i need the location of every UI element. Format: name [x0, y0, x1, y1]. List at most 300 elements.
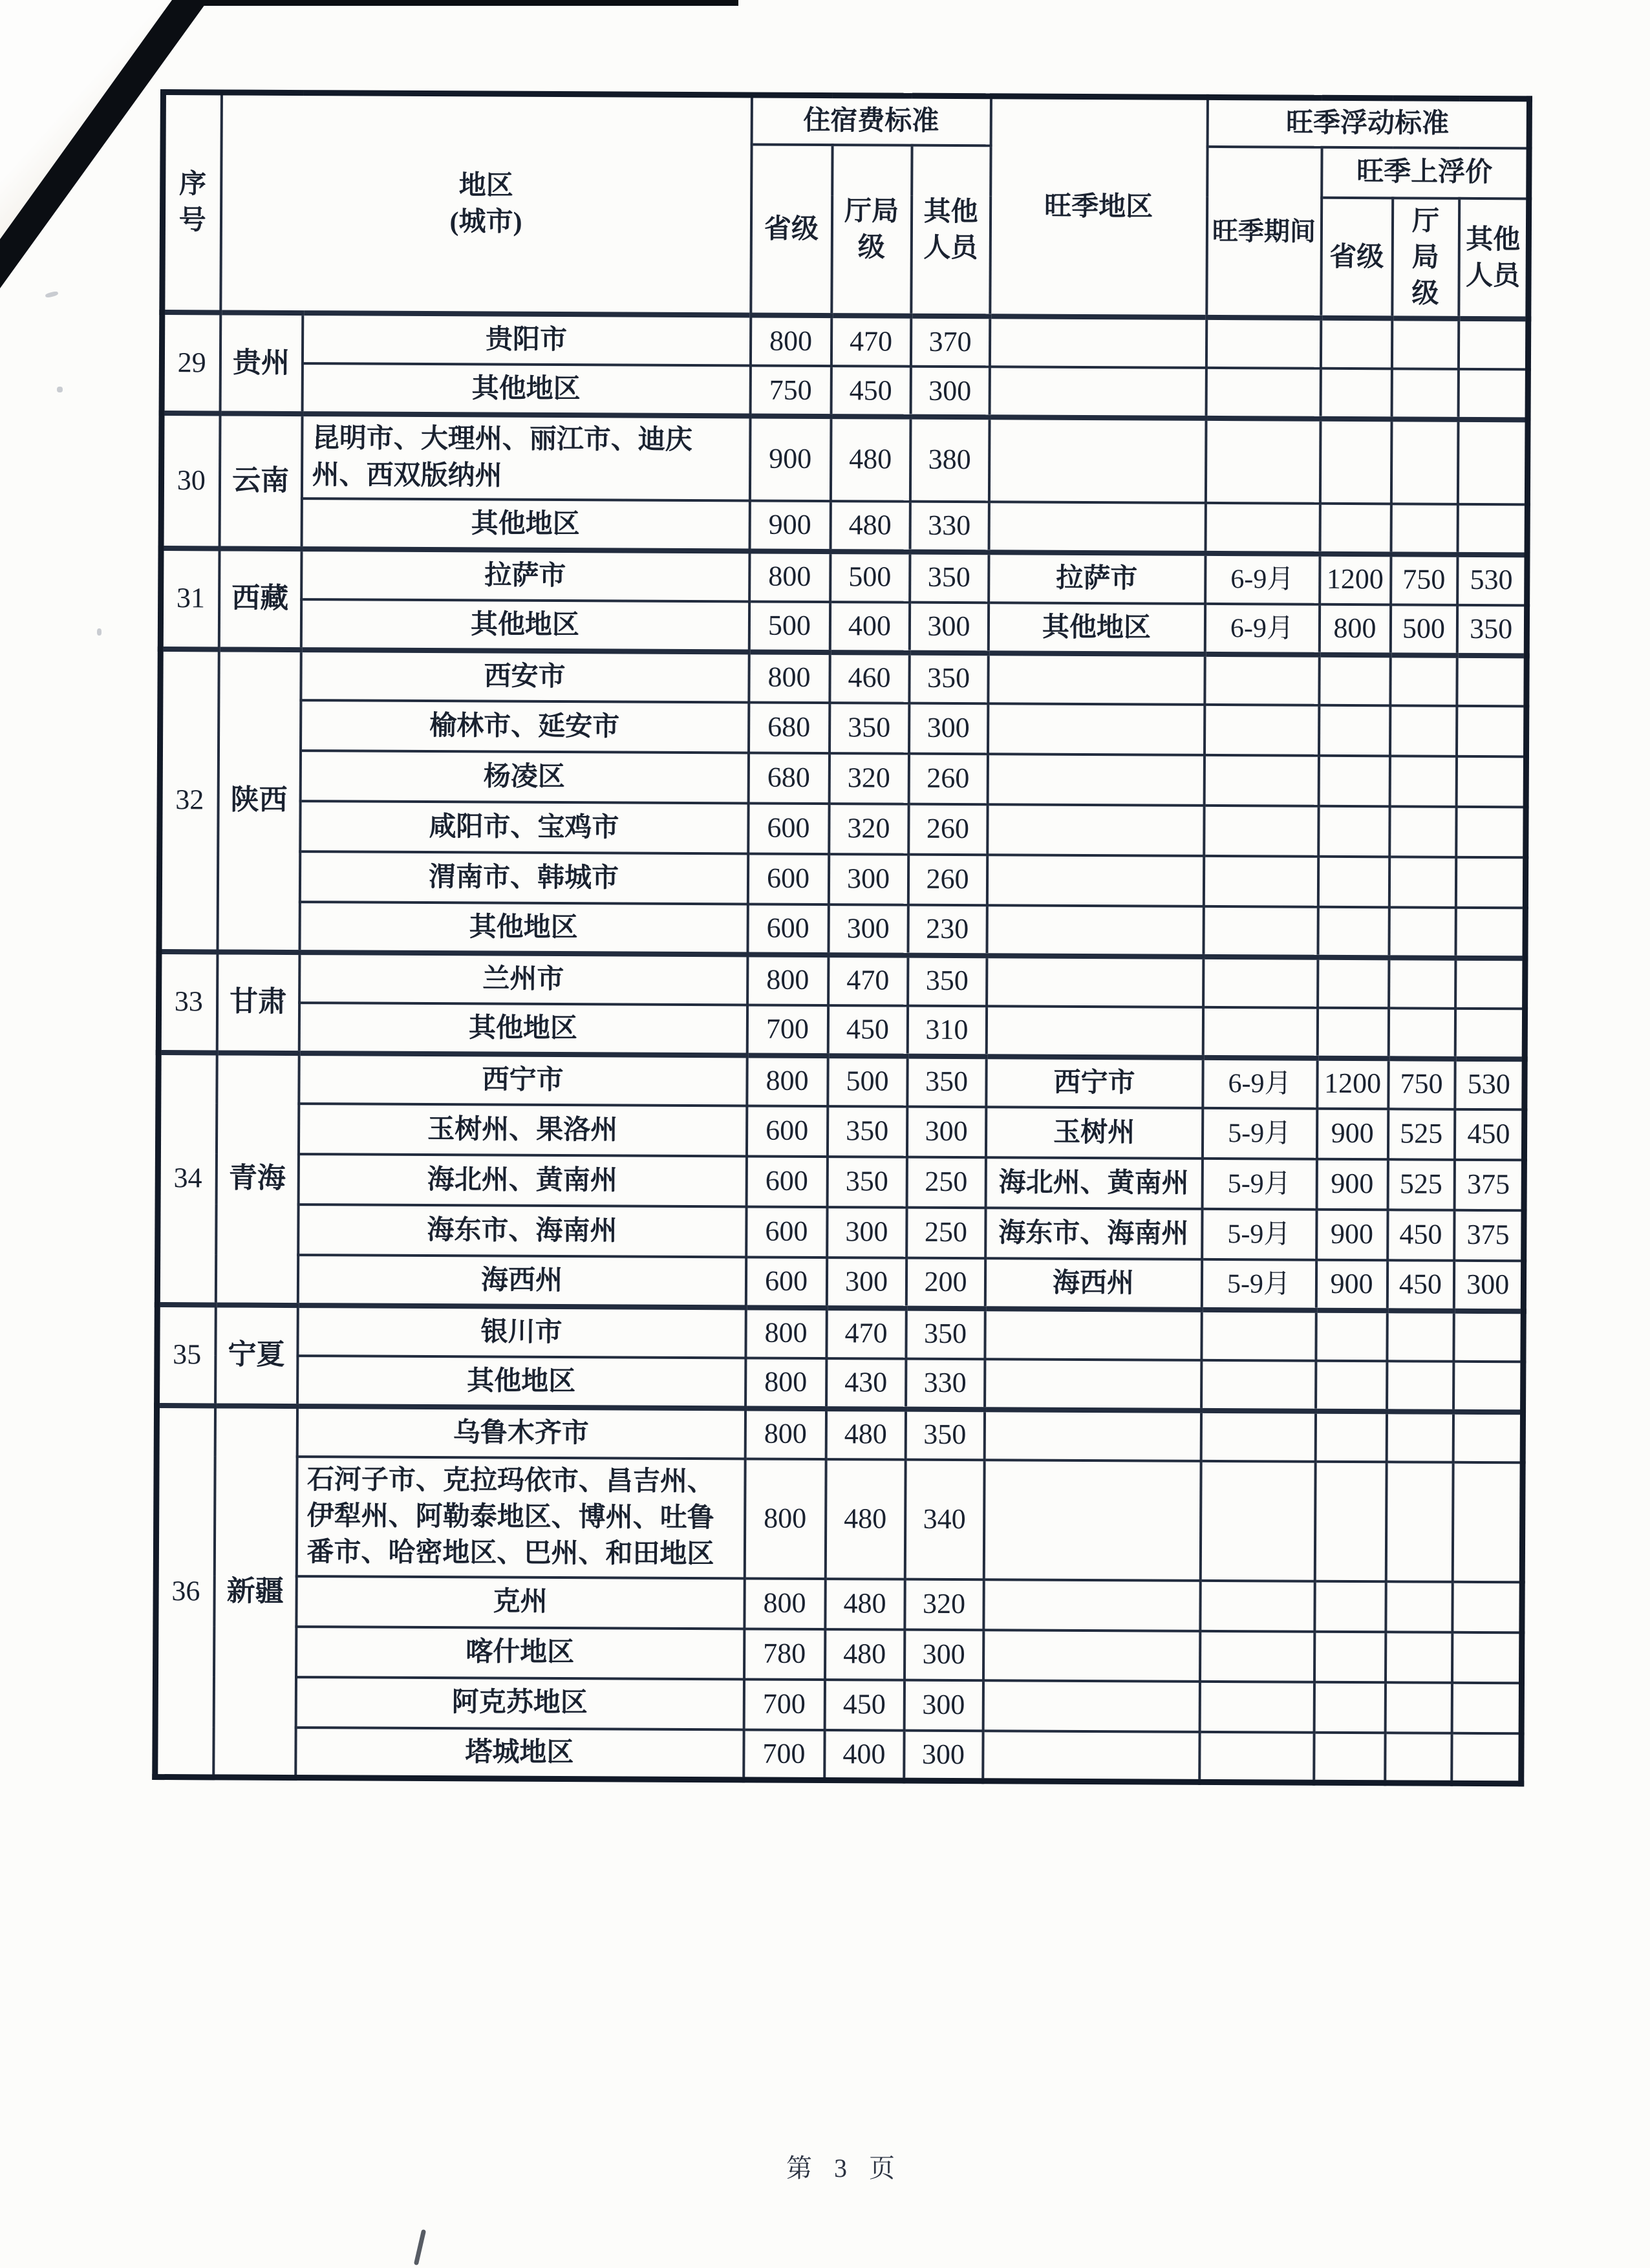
city-cell: 其他地区 — [301, 599, 749, 652]
peak-period-cell: 6-9月 — [1203, 1058, 1317, 1109]
peak-rate-cell — [1457, 504, 1527, 555]
fee-table-body — [155, 312, 1528, 1784]
table-row — [158, 1153, 1524, 1210]
peak-period-cell — [1206, 317, 1320, 369]
peak-rate-cell: 900 — [1316, 1210, 1388, 1261]
lodging-rate-cell: 250 — [906, 1157, 985, 1208]
peak-region-cell — [983, 1630, 1200, 1682]
peak-rate-cell: 500 — [1390, 604, 1457, 656]
peak-rate-cell: 900 — [1316, 1260, 1387, 1311]
peak-rate-cell — [1320, 504, 1391, 555]
peak-region-cell — [985, 1359, 1201, 1411]
peak-rate-cell — [1320, 318, 1391, 369]
table-row — [160, 599, 1527, 656]
lodging-rate-cell: 500 — [830, 551, 910, 603]
lodging-rate-cell: 480 — [825, 1579, 905, 1630]
city-cell: 喀什地区 — [296, 1627, 744, 1679]
peak-region-cell — [987, 905, 1203, 957]
peak-rate-cell — [1318, 857, 1389, 908]
lodging-rate-cell: 260 — [908, 804, 987, 855]
peak-region-cell — [989, 317, 1206, 369]
peak-period-cell — [1205, 705, 1319, 756]
lodging-rate-cell: 470 — [831, 316, 910, 367]
city-cell: 昆明市、大理州、丽江市、迪庆州、西双版纳州 — [301, 414, 750, 500]
table-row — [158, 1053, 1525, 1109]
table-row — [158, 1002, 1525, 1059]
peak-rate-cell — [1389, 705, 1456, 756]
peak-region-cell — [987, 804, 1204, 856]
peak-region-cell — [983, 1731, 1199, 1782]
peak-region-cell — [985, 1309, 1201, 1360]
lodging-rate-cell: 600 — [747, 853, 828, 904]
peak-region-cell — [989, 502, 1205, 553]
lodging-rate-cell: 800 — [747, 954, 828, 1005]
peak-period-cell — [1203, 856, 1318, 907]
lodging-rate-cell: 600 — [746, 1156, 827, 1207]
peak-period-cell — [1199, 1682, 1314, 1733]
header-region-line1: 地区 — [458, 171, 513, 201]
lodging-rate-cell: 480 — [830, 501, 910, 552]
peak-rate-cell — [1457, 420, 1528, 504]
lodging-rate-cell: 200 — [906, 1257, 985, 1309]
city-cell: 贵阳市 — [302, 313, 750, 365]
peak-rate-cell — [1390, 655, 1457, 706]
peak-rate-cell — [1386, 1411, 1453, 1462]
lodging-rate-cell: 680 — [748, 753, 829, 804]
lodging-rate-cell: 300 — [827, 1207, 906, 1258]
lodging-rate-cell: 400 — [830, 602, 909, 653]
peak-period-cell — [1204, 755, 1318, 806]
table-row — [156, 1406, 1523, 1462]
peak-region-cell — [987, 754, 1204, 806]
peak-rate-cell — [1453, 1412, 1523, 1463]
lodging-rate-cell: 800 — [750, 316, 831, 367]
peak-rate-cell — [1387, 1361, 1453, 1412]
lodging-rate-cell: 780 — [744, 1629, 825, 1680]
peak-region-cell — [989, 418, 1206, 503]
peak-rate-cell — [1389, 907, 1455, 958]
lodging-rate-cell: 350 — [909, 652, 988, 703]
peak-rate-cell: 375 — [1454, 1210, 1524, 1261]
lodging-rate-cell: 480 — [826, 1409, 905, 1460]
table-row — [156, 1576, 1522, 1632]
city-cell: 海东市、海南州 — [298, 1204, 746, 1257]
lodging-rate-cell: 300 — [909, 703, 988, 754]
peak-rate-cell — [1314, 1631, 1385, 1682]
peak-rate-cell: 1200 — [1317, 1058, 1388, 1109]
header-level-bureau: 厅局级 — [831, 145, 912, 316]
lodging-rate-cell: 800 — [744, 1459, 826, 1578]
peak-rate-cell — [1456, 807, 1526, 858]
peak-period-cell: 5-9月 — [1202, 1209, 1316, 1260]
row-group-number: 35 — [157, 1305, 216, 1406]
peak-region-cell — [988, 703, 1205, 755]
peak-rate-cell: 800 — [1319, 604, 1390, 656]
province-cell: 贵州 — [220, 313, 303, 414]
city-cell: 阿克苏地区 — [295, 1677, 744, 1729]
peak-period-cell: 6-9月 — [1205, 604, 1319, 655]
table-row — [160, 750, 1526, 807]
city-cell: 西安市 — [301, 650, 749, 702]
table-row — [161, 413, 1528, 504]
lodging-rate-cell: 450 — [831, 366, 910, 417]
city-cell: 咸阳市、宝鸡市 — [300, 801, 748, 853]
city-cell: 其他地区 — [299, 902, 747, 954]
lodging-rate-cell: 370 — [910, 316, 989, 367]
peak-rate-cell — [1452, 1682, 1521, 1733]
peak-rate-cell — [1319, 655, 1390, 706]
peak-rate-cell — [1452, 1733, 1521, 1784]
peak-rate-cell — [1386, 1462, 1453, 1581]
peak-rate-cell — [1318, 806, 1389, 857]
peak-region-cell: 玉树州 — [985, 1107, 1202, 1159]
lodging-rate-cell: 260 — [908, 753, 987, 804]
peak-rate-cell — [1388, 1008, 1455, 1059]
header-row-1 — [163, 92, 1529, 148]
peak-rate-cell — [1389, 957, 1455, 1009]
city-cell: 玉树州、果洛州 — [298, 1104, 746, 1156]
city-cell: 渭南市、韩城市 — [299, 851, 747, 904]
peak-rate-cell — [1320, 419, 1391, 504]
lodging-rate-cell: 350 — [906, 1308, 985, 1359]
peak-period-cell — [1205, 654, 1319, 705]
row-group-number: 30 — [161, 413, 220, 548]
lodging-rate-cell: 680 — [749, 702, 830, 753]
peak-period-cell — [1203, 1007, 1317, 1058]
city-cell: 克州 — [296, 1576, 744, 1629]
row-group-number: 31 — [160, 548, 219, 649]
table-row — [162, 312, 1528, 369]
fee-standard-table — [152, 89, 1532, 1786]
peak-rate-cell — [1389, 806, 1456, 857]
header-peak-period: 旺季期间 — [1206, 146, 1322, 318]
peak-rate-cell — [1455, 958, 1525, 1009]
peak-region-cell: 海西州 — [985, 1258, 1201, 1310]
table-row — [158, 1204, 1524, 1261]
header-peak-region: 旺季地区 — [990, 96, 1208, 317]
peak-rate-cell — [1452, 1462, 1523, 1582]
header-peak-level-bureau: 厅局级 — [1392, 198, 1459, 319]
peak-rate-cell — [1453, 1311, 1523, 1362]
peak-rate-cell — [1317, 1008, 1388, 1059]
lodging-rate-cell: 480 — [830, 416, 910, 501]
table-row — [155, 1676, 1521, 1733]
table-row — [158, 1103, 1524, 1160]
lodging-rate-cell: 340 — [905, 1459, 984, 1579]
lodging-rate-cell: 450 — [824, 1680, 904, 1731]
lodging-rate-cell: 350 — [908, 955, 987, 1006]
table-row — [157, 1305, 1523, 1362]
peak-rate-cell: 375 — [1454, 1160, 1524, 1211]
peak-region-cell: 拉萨市 — [989, 552, 1205, 604]
peak-region-cell — [987, 956, 1203, 1007]
peak-period-cell — [1201, 1360, 1316, 1411]
table-row — [161, 498, 1527, 555]
table-row — [160, 700, 1527, 756]
scan-artifact-speck — [45, 291, 58, 299]
city-cell: 乌鲁木齐市 — [297, 1406, 745, 1459]
lodging-rate-cell: 800 — [749, 652, 830, 703]
lodging-rate-cell: 470 — [826, 1308, 906, 1359]
scan-artifact-speck — [57, 387, 63, 392]
peak-rate-cell — [1455, 857, 1525, 908]
lodging-rate-cell: 800 — [749, 551, 830, 602]
lodging-rate-cell: 320 — [905, 1579, 983, 1630]
peak-rate-cell — [1385, 1733, 1452, 1784]
lodging-rate-cell: 460 — [830, 652, 909, 703]
lodging-rate-cell: 330 — [910, 502, 989, 553]
peak-rate-cell — [1315, 1411, 1386, 1462]
province-cell: 宁夏 — [215, 1305, 298, 1406]
lodging-rate-cell: 600 — [748, 803, 829, 854]
header-peak-level-other: 其他人员 — [1459, 198, 1529, 319]
peak-rate-cell — [1452, 1632, 1521, 1683]
peak-rate-cell — [1455, 1009, 1525, 1060]
peak-rate-cell: 450 — [1388, 1210, 1454, 1261]
lodging-rate-cell: 350 — [905, 1409, 984, 1460]
table-row — [162, 363, 1528, 420]
peak-period-cell: 5-9月 — [1202, 1159, 1316, 1210]
peak-rate-cell — [1319, 705, 1390, 756]
city-cell: 榆林市、延安市 — [301, 700, 749, 753]
lodging-rate-cell: 900 — [749, 416, 831, 501]
row-group-number: 36 — [155, 1406, 215, 1777]
peak-period-cell — [1203, 957, 1318, 1008]
city-cell: 海西州 — [297, 1255, 745, 1307]
row-group-number: 34 — [157, 1053, 217, 1305]
lodging-rate-cell: 470 — [828, 955, 908, 1006]
peak-rate-cell: 450 — [1387, 1260, 1453, 1311]
province-cell: 甘肃 — [217, 952, 299, 1053]
table-row — [161, 548, 1527, 605]
peak-period-cell: 5-9月 — [1201, 1259, 1316, 1311]
header-region — [220, 92, 752, 316]
peak-rate-cell — [1318, 957, 1389, 1009]
peak-period-cell: 5-9月 — [1202, 1108, 1316, 1159]
lodging-rate-cell: 300 — [904, 1730, 983, 1781]
lodging-rate-cell: 300 — [828, 904, 908, 956]
header-region-line2: (城市) — [449, 207, 522, 237]
province-cell: 青海 — [215, 1053, 299, 1305]
scan-artifact-speck — [97, 628, 102, 636]
province-cell: 云南 — [219, 414, 302, 549]
lodging-rate-cell: 300 — [828, 854, 908, 905]
lodging-rate-cell: 800 — [744, 1578, 825, 1629]
lodging-rate-cell: 600 — [747, 904, 828, 955]
lodging-rate-cell: 700 — [744, 1679, 824, 1730]
peak-rate-cell — [1456, 706, 1526, 757]
peak-rate-cell — [1458, 369, 1528, 420]
peak-rate-cell: 300 — [1453, 1261, 1523, 1312]
row-group-number: 29 — [162, 312, 220, 413]
city-cell: 其他地区 — [297, 1356, 745, 1408]
table-row — [157, 1254, 1523, 1311]
table-row — [155, 1727, 1521, 1784]
city-cell: 塔城地区 — [295, 1728, 744, 1780]
peak-period-cell — [1205, 503, 1320, 554]
lodging-rate-cell: 800 — [745, 1307, 826, 1358]
peak-period-cell: 6-9月 — [1205, 553, 1320, 604]
city-cell: 杨凌区 — [300, 751, 748, 803]
peak-rate-cell — [1316, 1361, 1387, 1412]
header-seq: 序号 — [162, 92, 222, 313]
table-row — [160, 800, 1526, 857]
city-cell: 兰州市 — [299, 952, 747, 1005]
lodging-rate-cell: 330 — [906, 1358, 985, 1409]
peak-rate-cell — [1457, 656, 1527, 707]
peak-rate-cell — [1391, 420, 1458, 504]
lodging-rate-cell: 350 — [830, 703, 909, 754]
table-row — [157, 1355, 1523, 1412]
lodging-rate-cell: 700 — [744, 1729, 824, 1781]
peak-region-cell: 海北州、黄南州 — [985, 1157, 1202, 1209]
lodging-rate-cell: 700 — [747, 1005, 828, 1056]
peak-rate-cell — [1453, 1362, 1523, 1413]
peak-rate-cell: 530 — [1457, 555, 1527, 606]
lodging-rate-cell: 300 — [910, 367, 989, 418]
peak-region-cell: 西宁市 — [986, 1056, 1203, 1108]
peak-period-cell — [1200, 1461, 1315, 1581]
peak-rate-cell — [1389, 857, 1455, 908]
peak-rate-cell — [1391, 504, 1457, 555]
page-number: 第 3 页 — [786, 2154, 903, 2183]
lodging-rate-cell: 350 — [827, 1106, 906, 1157]
table-row — [159, 901, 1525, 958]
lodging-rate-cell: 320 — [829, 804, 908, 855]
peak-rate-cell: 525 — [1388, 1109, 1454, 1160]
peak-period-cell — [1201, 1310, 1316, 1361]
peak-rate-cell: 530 — [1455, 1059, 1525, 1110]
peak-rate-cell — [1314, 1682, 1385, 1733]
header-peak-level-provincial: 省级 — [1321, 197, 1393, 318]
peak-rate-cell — [1458, 319, 1528, 370]
peak-rate-cell — [1391, 369, 1458, 420]
peak-period-cell — [1200, 1631, 1314, 1682]
peak-rate-cell — [1318, 907, 1389, 958]
peak-period-cell — [1200, 1581, 1314, 1632]
peak-region-cell — [983, 1579, 1200, 1631]
peak-region-cell — [984, 1409, 1201, 1461]
peak-rate-cell: 750 — [1391, 554, 1457, 605]
lodging-rate-cell: 430 — [826, 1358, 906, 1409]
city-cell: 石河子市、克拉玛依市、昌吉州、伊犁州、阿勒泰地区、博州、吐鲁番市、哈密地区、巴州、和田地区 — [296, 1457, 745, 1578]
header-lodging-standard: 住宿费标准 — [751, 95, 991, 145]
city-cell: 海北州、黄南州 — [298, 1154, 746, 1206]
peak-region-cell — [986, 1006, 1203, 1058]
peak-region-cell — [987, 855, 1203, 906]
scan-artifact-slash — [414, 2229, 426, 2265]
peak-rate-cell — [1391, 319, 1458, 370]
table-row — [160, 649, 1527, 706]
header-level-provincial: 省级 — [751, 144, 832, 316]
peak-rate-cell: 450 — [1454, 1109, 1524, 1161]
peak-rate-cell: 900 — [1316, 1159, 1388, 1210]
lodging-rate-cell: 400 — [824, 1730, 904, 1781]
lodging-rate-cell: 500 — [749, 601, 830, 652]
lodging-rate-cell: 480 — [825, 1459, 905, 1579]
header-peak-markup-price: 旺季上浮价 — [1322, 147, 1529, 198]
peak-rate-cell — [1386, 1581, 1452, 1632]
table-row — [156, 1626, 1522, 1683]
peak-region-cell — [988, 653, 1205, 705]
lodging-rate-cell: 380 — [910, 417, 989, 502]
lodging-rate-cell: 600 — [746, 1106, 827, 1157]
table-row — [159, 952, 1525, 1009]
peak-period-cell — [1206, 368, 1320, 419]
peak-region-cell — [989, 367, 1206, 419]
lodging-rate-cell: 800 — [745, 1408, 826, 1459]
lodging-rate-cell: 480 — [825, 1629, 905, 1680]
lodging-rate-cell: 450 — [828, 1005, 907, 1056]
lodging-rate-cell: 800 — [747, 1055, 828, 1106]
peak-rate-cell — [1455, 908, 1525, 959]
city-cell: 其他地区 — [301, 498, 749, 551]
peak-rate-cell: 750 — [1388, 1058, 1455, 1109]
lodging-rate-cell: 900 — [749, 500, 830, 551]
peak-period-cell — [1203, 906, 1318, 957]
lodging-rate-cell: 600 — [745, 1257, 826, 1308]
peak-rate-cell — [1314, 1581, 1386, 1632]
peak-rate-cell: 1200 — [1320, 554, 1391, 605]
peak-period-cell — [1199, 1732, 1314, 1783]
lodging-rate-cell: 320 — [829, 753, 908, 804]
lodging-rate-cell: 800 — [745, 1358, 826, 1409]
row-group-number: 33 — [158, 952, 217, 1053]
header-peak-float-standard: 旺季浮动标准 — [1207, 97, 1529, 147]
peak-rate-cell — [1314, 1732, 1385, 1783]
peak-region-cell — [983, 1460, 1201, 1580]
peak-rate-cell — [1387, 1311, 1453, 1362]
lodging-rate-cell: 350 — [827, 1157, 906, 1208]
peak-period-cell — [1205, 418, 1320, 503]
peak-period-cell — [1201, 1411, 1315, 1462]
row-group-number: 32 — [159, 649, 219, 952]
lodging-rate-cell: 250 — [906, 1207, 985, 1258]
peak-rate-cell — [1385, 1682, 1452, 1733]
peak-rate-cell — [1452, 1581, 1522, 1632]
peak-rate-cell — [1316, 1311, 1387, 1362]
lodging-rate-cell: 260 — [908, 854, 987, 905]
peak-rate-cell — [1385, 1632, 1452, 1683]
city-cell: 拉萨市 — [301, 549, 749, 601]
peak-rate-cell — [1314, 1462, 1386, 1581]
lodging-rate-cell: 750 — [750, 366, 831, 417]
lodging-rate-cell: 350 — [907, 1056, 986, 1107]
city-cell: 西宁市 — [299, 1053, 747, 1106]
lodging-rate-cell: 300 — [826, 1257, 906, 1309]
peak-region-cell: 海东市、海南州 — [985, 1208, 1202, 1259]
lodging-rate-cell: 230 — [908, 904, 987, 956]
lodging-rate-cell: 310 — [907, 1005, 986, 1056]
province-cell: 新疆 — [213, 1406, 297, 1777]
peak-rate-cell: 350 — [1457, 605, 1527, 656]
header-level-other: 其他人员 — [911, 145, 991, 316]
table-row — [156, 1456, 1523, 1582]
peak-rate-cell — [1456, 756, 1526, 808]
peak-rate-cell — [1389, 756, 1456, 807]
city-cell: 银川市 — [297, 1305, 745, 1358]
lodging-rate-cell: 500 — [828, 1056, 907, 1107]
province-cell: 西藏 — [219, 548, 301, 650]
table-row — [159, 851, 1525, 908]
lodging-rate-cell: 350 — [910, 552, 989, 603]
lodging-rate-cell: 600 — [746, 1206, 827, 1257]
peak-rate-cell: 900 — [1316, 1109, 1388, 1160]
lodging-rate-cell: 300 — [906, 1106, 985, 1157]
city-cell: 其他地区 — [299, 1003, 747, 1055]
peak-rate-cell: 525 — [1388, 1159, 1454, 1210]
peak-region-cell — [983, 1680, 1199, 1732]
